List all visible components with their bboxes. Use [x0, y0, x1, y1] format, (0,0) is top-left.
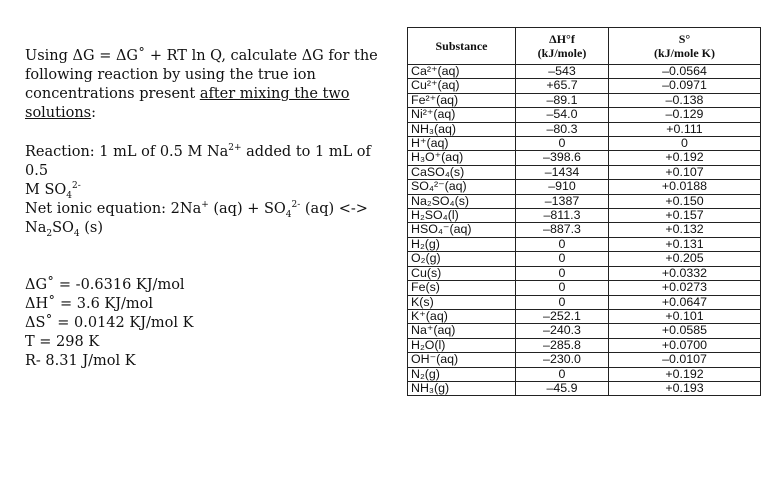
substance-header: Substance: [408, 28, 516, 65]
entropy-cell: +0.101: [609, 309, 761, 323]
entropy-cell: +0.0273: [609, 281, 761, 295]
entropy-cell: +0.111: [609, 122, 761, 136]
entropy-cell: +0.0647: [609, 295, 761, 309]
substance-cell: OH⁻(aq): [408, 353, 516, 367]
charge-superscript: 2-: [291, 200, 301, 211]
enthalpy-cell: –89.1: [516, 93, 609, 107]
intro-text: concentrations present: [25, 86, 200, 102]
intro-text: :: [91, 105, 97, 121]
substance-cell: NH₃(aq): [408, 122, 516, 136]
substance-cell: Na⁺(aq): [408, 324, 516, 338]
table-row: [408, 324, 761, 338]
entropy-cell: +0.0188: [609, 180, 761, 194]
enthalpy-cell: 0: [516, 137, 609, 151]
enthalpy-cell: 0: [516, 237, 609, 251]
substance-cell: Ca²⁺(aq): [408, 65, 516, 79]
entropy-cell: +0.107: [609, 165, 761, 179]
table-row: [408, 108, 761, 122]
enthalpy-cell: 0: [516, 281, 609, 295]
substance-cell: K⁺(aq): [408, 309, 516, 323]
table-row: [408, 137, 761, 151]
charge-superscript: 2-: [72, 181, 81, 192]
substance-cell: CaSO₄(s): [408, 165, 516, 179]
net-ionic-text: Net ionic equation: 2Na: [25, 201, 202, 217]
reaction-line: [25, 143, 395, 181]
enthalpy-cell: 0: [516, 367, 609, 381]
net-ionic-text: (aq) <->: [300, 201, 368, 217]
enthalpy-cell: –230.0: [516, 353, 609, 367]
net-ionic-text: (aq) + SO: [208, 201, 286, 217]
formula-subscript: 4: [73, 228, 80, 239]
substance-cell: Fe²⁺(aq): [408, 93, 516, 107]
enthalpy-header-unit: (kJ/mole): [537, 46, 587, 60]
entropy-cell: +0.192: [609, 151, 761, 165]
enthalpy-cell: –1387: [516, 194, 609, 208]
entropy-cell: –0.138: [609, 93, 761, 107]
substance-cell: NH₃(g): [408, 381, 516, 395]
substance-cell: HSO₄⁻(aq): [408, 223, 516, 237]
substance-cell: SO₄²⁻(aq): [408, 180, 516, 194]
substance-cell: Cu²⁺(aq): [408, 79, 516, 93]
table-row: [408, 367, 761, 381]
enthalpy-cell: –54.0: [516, 108, 609, 122]
substance-cell: Cu(s): [408, 266, 516, 280]
entropy-cell: –0.0564: [609, 65, 761, 79]
substance-cell: Ni²⁺(aq): [408, 108, 516, 122]
formula-subscript: 4: [285, 209, 292, 220]
entropy-cell: +0.157: [609, 209, 761, 223]
reaction-line: [25, 181, 395, 200]
table-row: [408, 381, 761, 395]
underlined-text: after mixing the two: [199, 86, 350, 102]
table-row: [408, 79, 761, 93]
substance-cell: H⁺(aq): [408, 137, 516, 151]
substance-cell: H₂(g): [408, 237, 516, 251]
substance-cell: H₂O(l): [408, 338, 516, 352]
enthalpy-cell: –240.3: [516, 324, 609, 338]
entropy-cell: +0.193: [609, 381, 761, 395]
given-value: R- 8.31 J/mol K: [25, 353, 136, 369]
enthalpy-cell: –80.3: [516, 122, 609, 136]
formula-subscript: 2: [46, 228, 53, 239]
net-ionic-line: [25, 200, 395, 219]
substance-cell: N₂(g): [408, 367, 516, 381]
enthalpy-cell: +65.7: [516, 79, 609, 93]
enthalpy-cell: –910: [516, 180, 609, 194]
net-ionic-text: SO: [52, 220, 74, 236]
entropy-cell: –0.0971: [609, 79, 761, 93]
intro-line: [25, 104, 395, 123]
entropy-cell: +0.0585: [609, 324, 761, 338]
entropy-cell: –0.129: [609, 108, 761, 122]
table-row: [408, 194, 761, 208]
entropy-cell: –0.0107: [609, 353, 761, 367]
substance-cell: Na₂SO₄(s): [408, 194, 516, 208]
entropy-header-symbol: S°: [678, 32, 691, 46]
net-ionic-text: (s): [79, 220, 103, 236]
net-ionic-text: Na: [25, 220, 47, 236]
entropy-header: [609, 28, 761, 65]
reaction-text: added to 1 mL of 0.5: [25, 144, 371, 179]
table-row: [408, 281, 761, 295]
charge-superscript: +: [201, 200, 209, 211]
substance-cell: K(s): [408, 295, 516, 309]
enthalpy-header: [516, 28, 609, 65]
enthalpy-cell: 0: [516, 266, 609, 280]
entropy-header-unit: (kJ/mole K): [654, 46, 715, 60]
entropy-cell: +0.0332: [609, 266, 761, 280]
enthalpy-cell: –398.6: [516, 151, 609, 165]
table-row: [408, 209, 761, 223]
reaction-text: M SO: [25, 182, 67, 198]
formula-subscript: 4: [66, 190, 72, 201]
entropy-cell: +0.205: [609, 252, 761, 266]
entropy-cell: +0.150: [609, 194, 761, 208]
table-row: [408, 93, 761, 107]
given-value: T = 298 K: [25, 334, 100, 350]
enthalpy-cell: –252.1: [516, 309, 609, 323]
table-row: [408, 266, 761, 280]
table-row: [408, 237, 761, 251]
entropy-cell: +0.0700: [609, 338, 761, 352]
intro-line: following reaction by using the true ion: [25, 67, 316, 83]
given-value: ΔS˚ = 0.0142 KJ/mol K: [25, 315, 194, 331]
charge-superscript: 2+: [228, 143, 242, 154]
intro-line: [25, 85, 395, 104]
entropy-cell: +0.132: [609, 223, 761, 237]
table-row: [408, 223, 761, 237]
table-row: [408, 180, 761, 194]
problem-text: [25, 47, 395, 371]
entropy-cell: +0.131: [609, 237, 761, 251]
enthalpy-cell: 0: [516, 252, 609, 266]
table-row: [408, 353, 761, 367]
enthalpy-cell: –285.8: [516, 338, 609, 352]
substance-cell: H₃O⁺(aq): [408, 151, 516, 165]
given-values: [25, 276, 395, 371]
table-row: [408, 295, 761, 309]
enthalpy-cell: –45.9: [516, 381, 609, 395]
enthalpy-cell: –811.3: [516, 209, 609, 223]
table-row: [408, 122, 761, 136]
reaction-text: Reaction: 1 mL of 0.5 M Na: [25, 144, 229, 160]
underlined-text: solutions: [25, 105, 92, 121]
entropy-cell: 0: [609, 137, 761, 151]
enthalpy-header-symbol: ΔH°f: [549, 32, 575, 46]
table-row: [408, 309, 761, 323]
table-row: [408, 151, 761, 165]
intro-line: Using ΔG = ΔG˚ + RT ln Q, calculate ΔG for the: [25, 48, 378, 64]
enthalpy-cell: –887.3: [516, 223, 609, 237]
substance-cell: H₂SO₄(l): [408, 209, 516, 223]
table-header-row: [408, 28, 761, 65]
substance-cell: Fe(s): [408, 281, 516, 295]
enthalpy-cell: –1434: [516, 165, 609, 179]
substance-cell: O₂(g): [408, 252, 516, 266]
given-value: ΔG˚ = -0.6316 KJ/mol: [25, 277, 185, 293]
table-row: [408, 165, 761, 179]
table-row: [408, 65, 761, 79]
table-row: [408, 338, 761, 352]
table-row: [408, 252, 761, 266]
enthalpy-cell: –543: [516, 65, 609, 79]
given-value: ΔH˚ = 3.6 KJ/mol: [25, 296, 154, 312]
thermodynamic-data-table: [407, 27, 761, 396]
enthalpy-cell: 0: [516, 295, 609, 309]
entropy-cell: +0.192: [609, 367, 761, 381]
net-ionic-line: [25, 219, 395, 238]
